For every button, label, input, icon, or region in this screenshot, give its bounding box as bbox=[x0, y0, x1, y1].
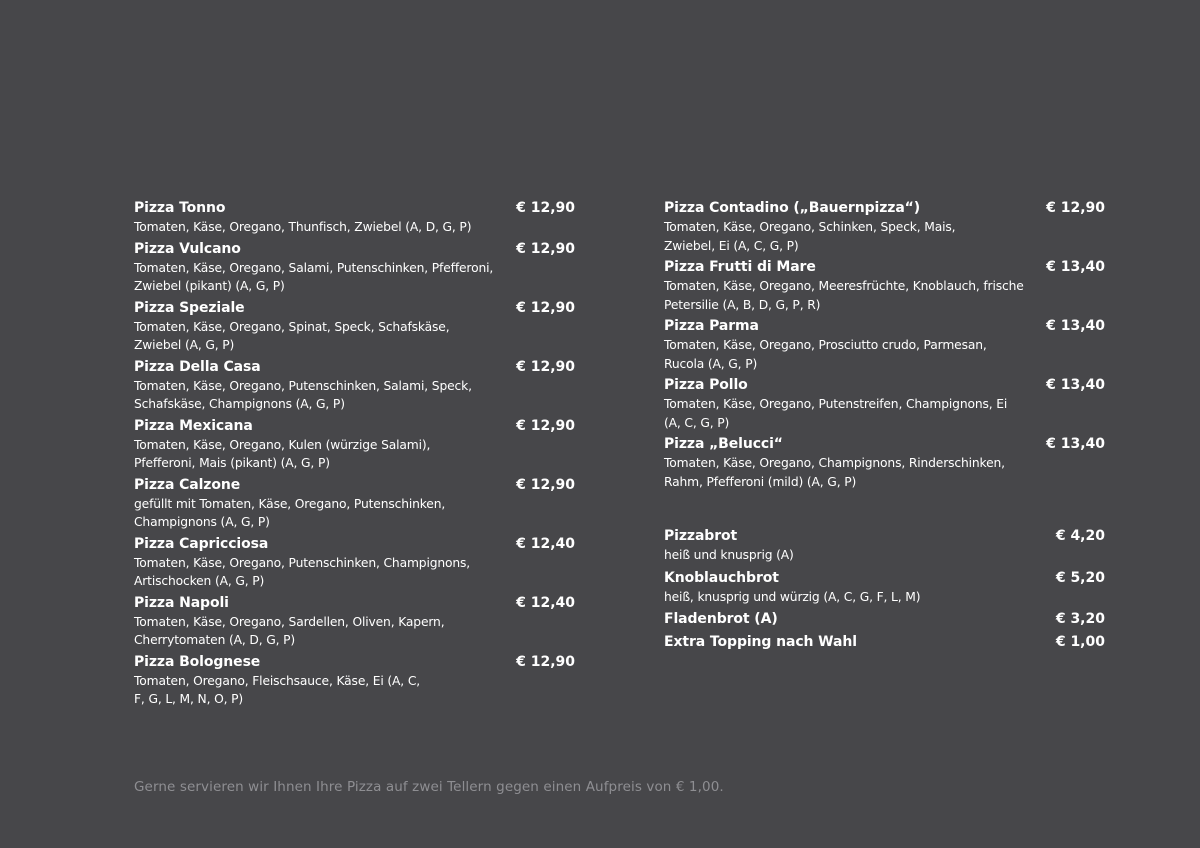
menu-column-right bbox=[664, 199, 1105, 494]
item-price: € 13,40 bbox=[1046, 259, 1105, 275]
menu-column-left bbox=[134, 199, 575, 712]
item-description: Tomaten, Käse, Oregano, Prosciutto crudo, Parmesan, Rucola (A, G, P) bbox=[664, 338, 987, 371]
item-name: Pizza Mexicana bbox=[134, 417, 253, 434]
menu-item bbox=[664, 199, 1105, 255]
item-name: Pizza Napoli bbox=[134, 594, 229, 611]
menu-item bbox=[134, 594, 575, 650]
item-price: € 4,20 bbox=[1055, 528, 1105, 544]
menu-item bbox=[664, 258, 1105, 314]
item-price: € 12,90 bbox=[516, 417, 575, 434]
item-description: heiß, knusprig und würzig (A, C, G, F, L, M) bbox=[664, 589, 921, 604]
item-price: € 12,90 bbox=[516, 653, 575, 670]
menu-item bbox=[664, 376, 1105, 432]
item-name: Pizza Della Casa bbox=[134, 358, 261, 375]
item-description: Tomaten, Käse, Oregano, Putenschinken, Salami, Speck, Schafskäse, Champignons (A, G, P) bbox=[134, 378, 472, 411]
menu-item bbox=[664, 435, 1105, 491]
item-description: Tomaten, Käse, Oregano, Putenschinken, Champignons, Artischocken (A, G, P) bbox=[134, 555, 471, 588]
item-description: Tomaten, Käse, Oregano, Champignons, Rinderschinken, Rahm, Pfefferoni (mild) (A, G, P) bbox=[664, 456, 1005, 489]
item-price: € 12,90 bbox=[516, 358, 575, 375]
menu-item bbox=[134, 417, 575, 473]
item-name: Pizza Calzone bbox=[134, 476, 241, 493]
extra-item bbox=[664, 610, 1105, 629]
item-name: Pizza Pollo bbox=[664, 377, 748, 393]
item-price: € 12,40 bbox=[516, 535, 575, 552]
menu-item bbox=[134, 358, 575, 414]
item-description: heiß und knusprig (A) bbox=[664, 548, 794, 562]
item-name: Pizza Bolognese bbox=[134, 653, 261, 670]
item-name: Pizza Contadino („Bauernpizza“) bbox=[664, 200, 921, 216]
item-description: Tomaten, Käse, Oregano, Sardellen, Oliven, Kapern, Cherrytomaten (A, D, G, P) bbox=[134, 614, 445, 647]
item-description: Tomaten, Käse, Oregano, Salami, Putenschinken, Pfefferoni, Zwiebel (pikant) (A, G, P) bbox=[134, 260, 494, 293]
item-name: Fladenbrot (A) bbox=[664, 611, 778, 627]
item-price: € 12,40 bbox=[516, 594, 575, 611]
item-description: Tomaten, Käse, Oregano, Schinken, Speck, Mais, Zwiebel, Ei (A, C, G, P) bbox=[664, 220, 956, 253]
item-price: € 12,90 bbox=[1046, 200, 1105, 216]
menu-item bbox=[134, 476, 575, 532]
item-price: € 12,90 bbox=[516, 200, 575, 216]
item-name: Pizza „Belucci“ bbox=[664, 436, 783, 452]
menu-item bbox=[134, 199, 575, 237]
item-price: € 3,20 bbox=[1055, 611, 1105, 627]
item-price: € 12,90 bbox=[516, 476, 575, 493]
item-price: € 13,40 bbox=[1046, 318, 1105, 334]
item-description: gefüllt mit Tomaten, Käse, Oregano, Putenschinken, Champignons (A, G, P) bbox=[134, 496, 446, 529]
item-price: € 12,90 bbox=[516, 240, 575, 257]
menu-item bbox=[134, 240, 575, 296]
item-description: Tomaten, Käse, Oregano, Kulen (würzige Salami), Pfefferoni, Mais (pikant) (A, G, P) bbox=[134, 437, 431, 470]
footer-note: Gerne servieren wir Ihnen Ihre Pizza auf zwei Tellern gegen einen Aufpreis von € 1,00. bbox=[134, 779, 724, 795]
item-name: Pizzabrot bbox=[664, 528, 738, 544]
item-name: Pizza Parma bbox=[664, 318, 759, 334]
item-description: Tomaten, Käse, Oregano, Thunfisch, Zwiebel (A, D, G, P) bbox=[134, 220, 472, 234]
item-name: Knoblauchbrot bbox=[664, 569, 779, 586]
menu-item bbox=[134, 653, 575, 709]
item-description: Tomaten, Käse, Oregano, Putenstreifen, Champignons, Ei (A, C, G, P) bbox=[664, 397, 1008, 430]
item-price: € 13,40 bbox=[1046, 377, 1105, 393]
menu-item bbox=[134, 535, 575, 591]
extra-item bbox=[664, 527, 1105, 565]
item-name: Extra Topping nach Wahl bbox=[664, 634, 857, 650]
extra-item bbox=[664, 633, 1105, 652]
extra-item bbox=[664, 569, 1105, 607]
item-name: Pizza Capricciosa bbox=[134, 535, 269, 552]
item-name: Pizza Speziale bbox=[134, 299, 245, 316]
item-price: € 1,00 bbox=[1055, 634, 1105, 650]
item-name: Pizza Vulcano bbox=[134, 240, 241, 257]
item-price: € 5,20 bbox=[1055, 569, 1105, 586]
item-name: Pizza Frutti di Mare bbox=[664, 259, 816, 275]
menu-item bbox=[664, 317, 1105, 373]
item-price: € 13,40 bbox=[1046, 436, 1105, 452]
item-description: Tomaten, Käse, Oregano, Spinat, Speck, Schafskäse, Zwiebel (A, G, P) bbox=[134, 319, 450, 352]
item-name: Pizza Tonno bbox=[134, 200, 226, 216]
item-price: € 12,90 bbox=[516, 299, 575, 316]
item-description: Tomaten, Oregano, Fleischsauce, Käse, Ei (A, C, F, G, L, M, N, O, P) bbox=[134, 673, 421, 706]
item-description: Tomaten, Käse, Oregano, Meeresfrüchte, Knoblauch, frische Petersilie (A, B, D, G, P, R) bbox=[664, 279, 1024, 312]
extras-section bbox=[664, 527, 1105, 656]
menu-item bbox=[134, 299, 575, 355]
